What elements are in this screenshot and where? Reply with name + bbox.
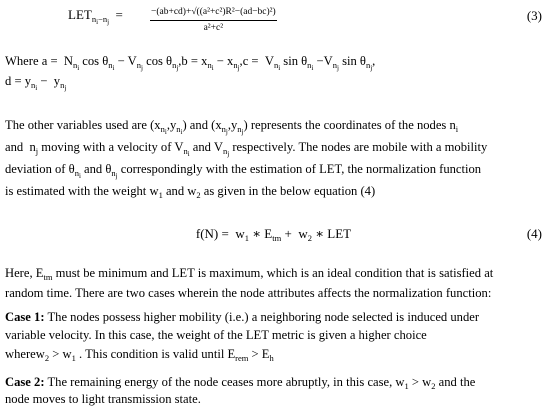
where-line-2: $d = y_{n_i} - y_{n_j}$ (5, 74, 67, 92)
vars-line-4: is estimated with the weight $w_1$ and $w_2$ as given in the below equation (4) (5, 184, 376, 200)
eq3-label: (3) (526, 8, 542, 23)
vars-line-1: The other variables used are $(x_{n_i},y_{n_i})$ and $(x_{n_j},y_{n_j})$ represents the coordinates of the nodes $n_i$ (5, 118, 459, 136)
where-line-1: Where $a = N_{n_i}$ $\cos \theta_{n_i} - V_{n_j}$ $\cos \theta_{n_j},b = x_{n_i} - x_{n_j},c = V_{n_i}$ $\sin \theta_{n_i} -V_{n_j}$ $\sin \theta_{n_j}$, (5, 54, 376, 72)
case2-line-1: Case 2: The remaining energy of the node ceases more abruptly, in this case, $w_1 > w_2$ and the (5, 375, 476, 391)
eq4-label: (4) (526, 226, 542, 241)
eq3-numerator: −(ab+cd)+√((a²+c²)R²−(ad−bc)²) (150, 6, 277, 21)
case1-text-1: The nodes possess higher mobility (i.e.) a neighboring node selected is induced under (47, 310, 480, 324)
vars-line-3: deviation of $\theta_{n_i}$ and $\theta_{n_j}$ correspondingly with the estimation of LET, the normalization function (5, 162, 482, 180)
equation-3 (0, 4, 547, 34)
here-line-1: Here, $E_{tm}$ must be minimum and LET is maximum, which is an ideal condition that is satisfied at (5, 266, 494, 282)
vars-line-2: and $n_j$ moving with a velocity of $V_{n_i}$ and $V_{n_j}$ respectively. The nodes are mobile with a mobility (5, 140, 488, 158)
case1-label: Case 1: (5, 310, 45, 324)
case1-line-2: variable velocity. In this case, the weight of the LET metric is given a higher choice (5, 328, 427, 342)
eq3-denominator: a²+c² (203, 22, 224, 33)
eq3-lhs: $LET_{n_i-n_j}$ = (68, 7, 123, 26)
case1-line-3: wherew$_2$ > $w_1$ . This condition is valid until $E_{rem} > E_h$ (5, 347, 274, 363)
eq3-fraction (150, 2, 510, 35)
case1-line-1 (5, 309, 479, 326)
case2-line-2: node moves to light transmission state. (5, 392, 201, 406)
here-line-2: random time. There are two cases wherein the node attributes affects the normalization function: (5, 286, 492, 300)
equation-4: $f(N) = w_1$ ∗ $E_{tm} + w_2$ ∗ LET (195, 226, 352, 243)
case2-label: Case 2: (5, 375, 45, 389)
